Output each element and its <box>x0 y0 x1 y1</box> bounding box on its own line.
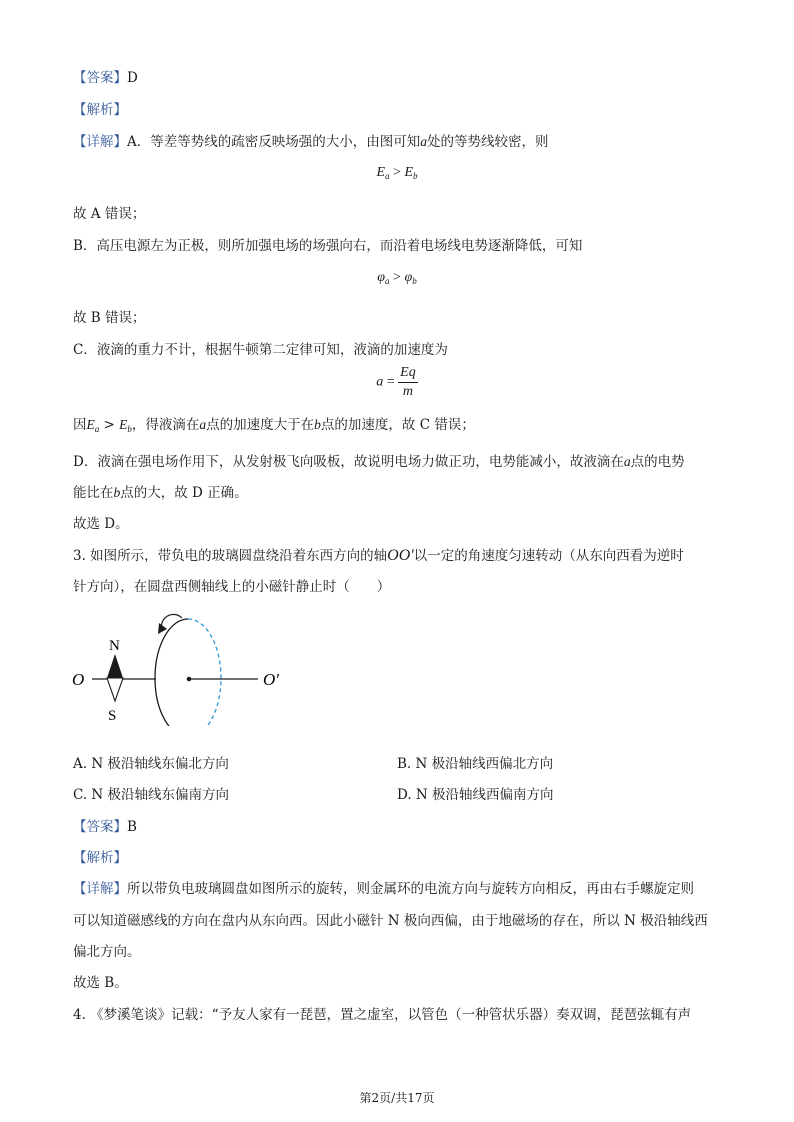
answer-label: 【答案】D <box>73 70 138 86</box>
conclusion-a: 故 A 错误； <box>73 206 146 222</box>
equation-e-compare: $E_a > E_b$ <box>376 165 418 181</box>
final-choice-q2: 故选 D。 <box>73 516 129 532</box>
conclusion-b: 故 B 错误； <box>73 310 146 326</box>
equation-phi-compare: $\varphi_a > \varphi_b$ <box>377 270 417 286</box>
option-a: A. N 极沿轴线东偏北方向 <box>73 756 229 772</box>
detail-line-b: B．高压电源左为正极，则所加强电场的场强向右，而沿着电场线电势逐渐降低，可知 <box>73 238 583 254</box>
option-b: B. N 极沿轴线西偏北方向 <box>397 756 554 772</box>
final-choice-q3: 故选 B。 <box>73 975 128 991</box>
disc-compass-figure <box>66 606 296 726</box>
compass-north-half <box>107 654 123 678</box>
q4-stem-line1: 4. 《梦溪笔谈》记载：“予友人家有一琵琶，置之虚室，以管色（一种管状乐器）奏双调，琵琶弦辄有声 <box>73 1007 692 1023</box>
detail-line-a: 【详解】A．等差等势线的疏密反映场强的大小，由图可知a处的等势线较密，则 <box>73 134 549 150</box>
q3-answer-label: 【答案】B <box>73 819 137 835</box>
option-d: D. N 极沿轴线西偏南方向 <box>397 787 554 803</box>
equation-acceleration: a = $\frac{Eq}{m}$ <box>376 365 416 399</box>
page-footer: 第2页/共17页 <box>359 1091 435 1105</box>
label-o-prime: O′ <box>263 670 279 689</box>
q3-detail-line1: 【详解】所以带负电玻璃圆盘如图所示的旋转，则金属环的电流方向与旋转方向相反，再由右手螺旋定则 <box>73 881 694 897</box>
detail-line-c: C．液滴的重力不计，根据牛顿第二定律可知，液滴的加速度为 <box>73 342 448 358</box>
detail-line-c2: 因$E_a > E_b$，得液滴在a点的加速度大于在b点的加速度，故 C 错误； <box>73 417 475 434</box>
label-s: S <box>108 708 117 724</box>
label-n: N <box>109 638 120 654</box>
label-o: O <box>72 670 85 689</box>
q3-stem-line1: 3. 如图所示，带负电的玻璃圆盘绕沿着东西方向的轴OO′以一定的角速度匀速转动（从东向西看为逆时 <box>73 547 684 564</box>
q3-detail-line2: 可以知道磁感线的方向在盘内从东向西。因此小磁针 N 极向西偏，由于地磁场的存在，所以 N 极沿轴线西 <box>73 913 708 929</box>
q3-detail-line3: 偏北方向。 <box>73 944 141 960</box>
q3-analysis-label: 【解析】 <box>73 850 127 866</box>
detail-line-d2: 能比在b点的大，故 D 正确。 <box>73 485 248 501</box>
option-c: C. N 极沿轴线东偏南方向 <box>73 787 230 803</box>
detail-line-d1: D．液滴在强电场作用下，从发射极飞向吸板，故说明电场力做正功，电势能减小，故液滴在a点的电势 <box>73 454 685 470</box>
compass-south-half <box>107 678 123 701</box>
q3-stem-line2: 针方向），在圆盘西侧轴线上的小磁针静止时（ ） <box>73 579 391 595</box>
analysis-label: 【解析】 <box>73 102 127 118</box>
